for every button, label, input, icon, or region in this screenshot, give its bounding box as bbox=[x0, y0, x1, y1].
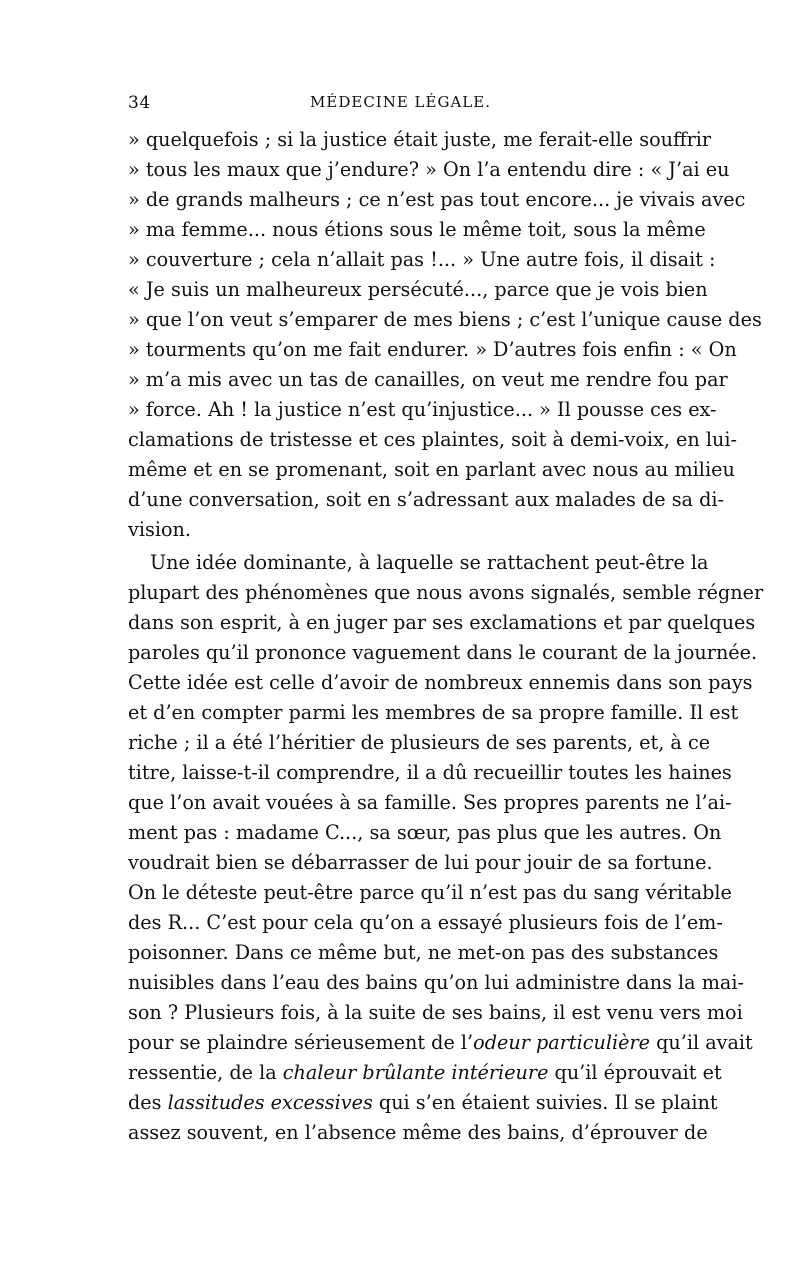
italic-phrase: lassitudes excessives bbox=[167, 1091, 373, 1114]
text-line: » ma femme... nous étions sous le même toit, sous la même bbox=[128, 218, 706, 241]
text-line: nuisibles dans l’eau des bains qu’on lui administre dans la mai- bbox=[128, 971, 744, 994]
text-line bbox=[128, 1058, 722, 1088]
text-line: » force. Ah ! la justice n’est qu’injustice... » Il pousse ces ex- bbox=[128, 398, 717, 421]
text-line: riche ; il a été l’héritier de plusieurs de ses parents, et, à ce bbox=[128, 731, 711, 754]
text-line: » couverture ; cela n’allait pas !... » Une autre fois, il disait : bbox=[128, 248, 716, 271]
text-line: titre, laisse-t-il comprendre, il a dû recueillir toutes les haines bbox=[128, 761, 732, 784]
text-line bbox=[128, 1088, 718, 1118]
text-line: voudrait bien se débarrasser de lui pour jouir de sa fortune. bbox=[128, 851, 713, 874]
text-line: dans son esprit, à en juger par ses exclamations et par quelques bbox=[128, 611, 756, 634]
text-line: assez souvent, en l’absence même des bains, d’éprouver de bbox=[128, 1121, 708, 1144]
page-number: 34 bbox=[128, 93, 151, 113]
text-line: paroles qu’il prononce vaguement dans le courant de la journée. bbox=[128, 641, 758, 664]
italic-phrase: odeur particulière bbox=[473, 1031, 650, 1054]
text-line bbox=[128, 1028, 753, 1058]
text-line: poisonner. Dans ce même but, ne met-on pas des substances bbox=[128, 941, 719, 964]
text-run: qu’il avait bbox=[649, 1031, 753, 1054]
text-run: qu’il éprouvait et bbox=[548, 1061, 722, 1084]
text-line: » de grands malheurs ; ce n’est pas tout encore... je vivais avec bbox=[128, 188, 746, 211]
text-line: son ? Plusieurs fois, à la suite de ses bains, il est venu vers moi bbox=[128, 1001, 743, 1024]
text-run: ressentie, de la bbox=[128, 1061, 283, 1084]
text-line: et d’en compter parmi les membres de sa propre famille. Il est bbox=[128, 701, 739, 724]
text-line: » tous les maux que j’endure? » On l’a entendu dire : « J’ai eu bbox=[128, 158, 730, 181]
italic-phrase: chaleur brûlante intérieure bbox=[282, 1061, 549, 1084]
text-run: qui s’en étaient suivies. Il se plaint bbox=[372, 1091, 718, 1114]
text-line: « Je suis un malheureux persécuté..., parce que je vois bien bbox=[128, 278, 708, 301]
text-line: des R... C’est pour cela qu’on a essayé plusieurs fois de l’em- bbox=[128, 911, 723, 934]
text-line: ment pas : madame C..., sa sœur, pas plus que les autres. On bbox=[128, 821, 722, 844]
text-line: » tourments qu’on me fait endurer. » D’autres fois enfin : « On bbox=[128, 338, 737, 361]
text-line: » m’a mis avec un tas de canailles, on veut me rendre fou par bbox=[128, 368, 728, 391]
text-line: Cette idée est celle d’avoir de nombreux ennemis dans son pays bbox=[128, 671, 753, 694]
text-line: » que l’on veut s’emparer de mes biens ; c’est l’unique cause des bbox=[128, 308, 762, 331]
text-line: d’une conversation, soit en s’adressant aux malades de sa di- bbox=[128, 488, 725, 511]
text-line: même et en se promenant, soit en parlant avec nous au milieu bbox=[128, 458, 735, 481]
running-title: MÉDECINE LÉGALE. bbox=[310, 93, 491, 111]
text-line: Une idée dominante, à laquelle se rattachent peut-être la bbox=[150, 551, 709, 574]
text-run: des bbox=[128, 1091, 168, 1114]
text-line: On le déteste peut-être parce qu’il n’est pas du sang véritable bbox=[128, 881, 732, 904]
text-line: plupart des phénomènes que nous avons signalés, semble régner bbox=[128, 581, 764, 604]
text-line: vision. bbox=[128, 518, 191, 541]
text-line: que l’on avait vouées à sa famille. Ses propres parents ne l’ai- bbox=[128, 791, 732, 814]
text-line: clamations de tristesse et ces plaintes, soit à demi-voix, en lui- bbox=[128, 428, 737, 451]
text-run: pour se plaindre sérieusement de l’ bbox=[128, 1031, 474, 1054]
page-header bbox=[128, 93, 673, 119]
text-line: » quelquefois ; si la justice était juste, me ferait-elle souffrir bbox=[128, 128, 712, 151]
